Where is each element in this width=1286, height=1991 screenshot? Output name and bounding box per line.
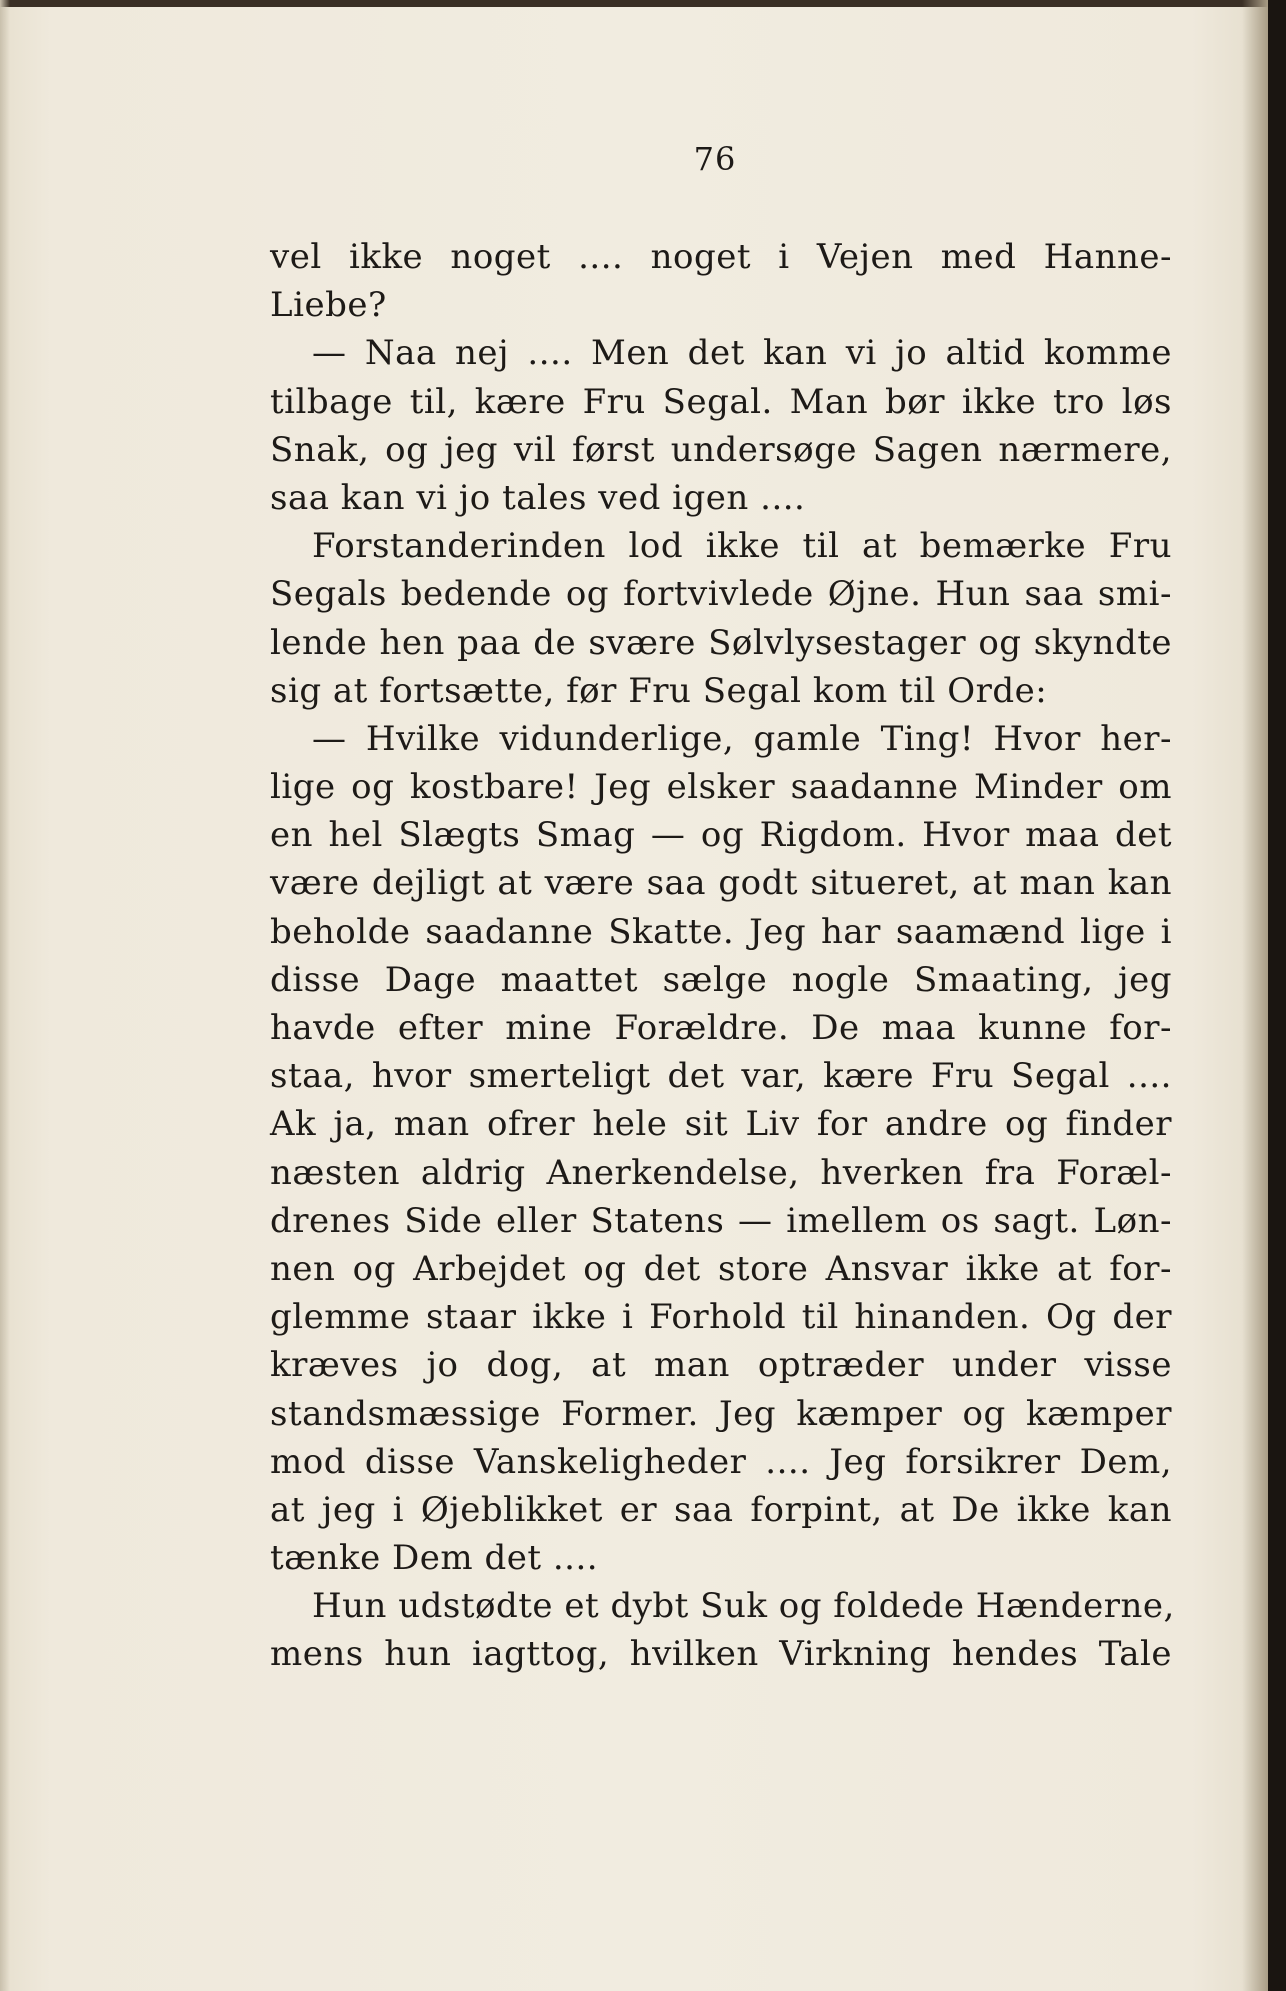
text-line: saa kan vi jo tales ved igen ....	[270, 477, 806, 518]
page-edge-shadow	[1242, 0, 1268, 1991]
text-line: Forstanderinden lod ikke til at bemærke Fru	[312, 526, 1172, 567]
text-line: — Hvilke vidunderlige, gamle Ting! Hvor her-	[312, 718, 1172, 759]
text-line: Segals bedende og fortvivlede Øjne. Hun saa smi-	[270, 574, 1172, 615]
text-line: at jeg i Øjeblikket er saa forpint, at De ikke kan	[270, 1489, 1172, 1530]
text-line: mens hun iagttog, hvilken Virkning hendes Tale	[270, 1634, 1172, 1675]
text-line: havde efter mine Forældre. De maa kunne for-	[270, 1008, 1172, 1048]
text-line: nen og Arbejdet og det store Ansvar ikke at for-	[270, 1248, 1172, 1289]
page-gutter-shadow	[0, 0, 10, 1991]
text-line: lende hen paa de svære Sølvlysestager og skyndte	[270, 622, 1172, 663]
text-line: glemme staar ikke i Forhold til hinanden. Og der	[270, 1297, 1172, 1338]
text-line: sig at fortsætte, før Fru Segal kom til Orde:	[270, 670, 1048, 711]
text-line: Liebe?	[270, 285, 387, 326]
page-top-edge	[0, 0, 1268, 7]
text-line: lige og kostbare! Jeg elsker saadanne Minder om	[270, 767, 1172, 808]
text-line: Hun udstødte et dybt Suk og foldede Hænderne,	[312, 1586, 1175, 1627]
page-number: 76	[693, 140, 737, 178]
text-line: en hel Slægts Smag — og Rigdom. Hvor maa det	[270, 815, 1172, 856]
text-line: tilbage til, kære Fru Segal. Man bør ikke tro løs	[270, 381, 1172, 422]
text-line: disse Dage maattet sælge nogle Smaating, jeg	[270, 959, 1172, 1000]
text-line: vel ikke noget .... noget i Vejen med Hanne-	[270, 237, 1172, 277]
text-line: være dejligt at være saa godt situeret, at man kan	[270, 863, 1172, 904]
text-line: staa, hvor smerteligt det var, kære Fru Segal ....	[270, 1056, 1172, 1097]
text-line: drenes Side eller Statens — imellem os sagt. Løn-	[270, 1200, 1172, 1241]
text-line: Ak ja, man ofrer hele sit Liv for andre og finder	[270, 1104, 1172, 1145]
text-line: — Naa nej .... Men det kan vi jo altid komme	[312, 333, 1172, 374]
text-line: standsmæssige Former. Jeg kæmper og kæmper	[270, 1393, 1172, 1434]
text-line: beholde saadanne Skatte. Jeg har saamænd lige i	[270, 911, 1172, 952]
text-line: tænke Dem det ....	[270, 1538, 599, 1579]
body-text	[270, 233, 1175, 1679]
text-line: mod disse Vanskeligheder .... Jeg forsikrer Dem,	[270, 1441, 1172, 1482]
text-line: kræves jo dog, at man optræder under visse	[270, 1345, 1172, 1386]
text-line: Snak, og jeg vil først undersøge Sagen nærmere,	[270, 429, 1172, 470]
text-line: næsten aldrig Anerkendelse, hverken fra Foræl-	[270, 1152, 1172, 1193]
